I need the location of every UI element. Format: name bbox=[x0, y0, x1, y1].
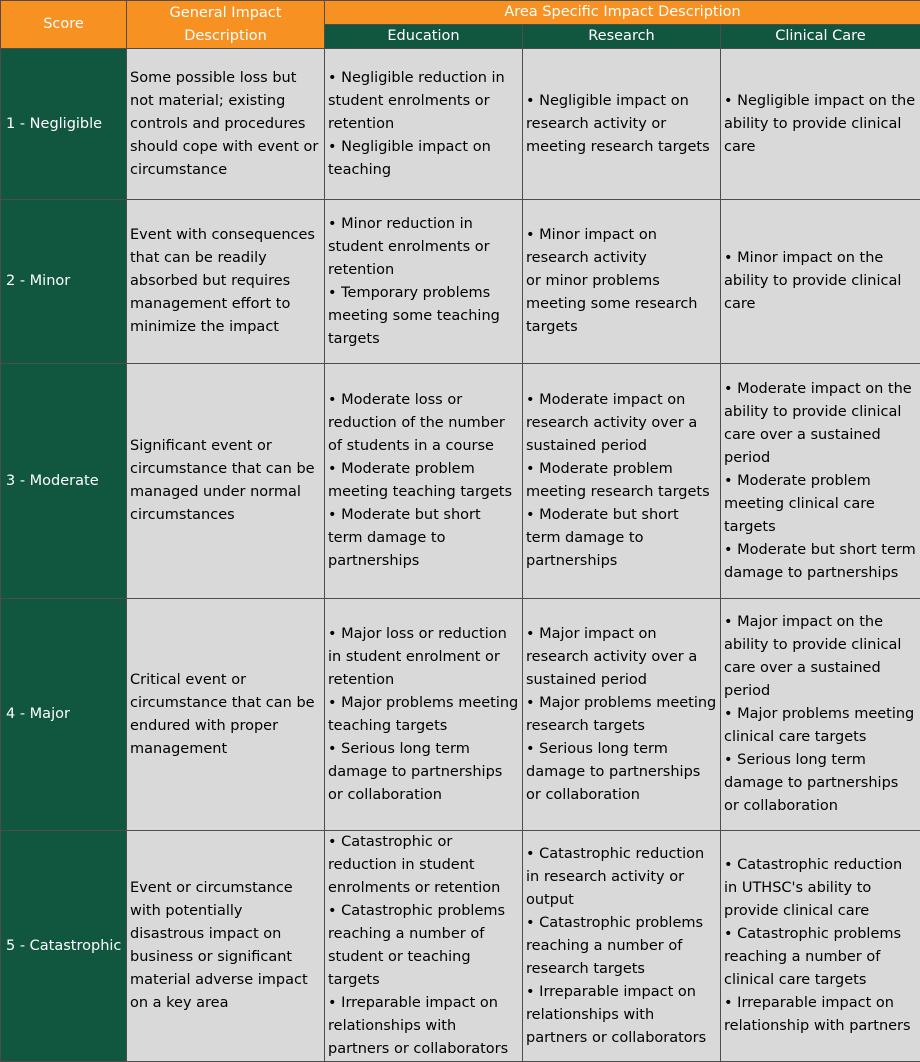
score-label: 3 - Moderate bbox=[1, 364, 127, 599]
header-general-impact: General Impact Description bbox=[127, 1, 325, 49]
matrix-body bbox=[1, 49, 920, 1062]
general-description bbox=[127, 200, 325, 364]
education-bullet: • Catastrophic problems reaching a number of student or teaching targets bbox=[328, 900, 519, 992]
research-bullet: • Moderate problem meeting research targets bbox=[526, 458, 717, 504]
research-bullet: • Catastrophic reduction in research activity or output bbox=[526, 843, 717, 912]
education-bullet: • Moderate loss or reduction of the number of students in a course bbox=[328, 389, 519, 458]
education-bullet: • Moderate but short term damage to partnerships bbox=[328, 504, 519, 573]
education-bullet: • Major loss or reduction in student enrolment or retention bbox=[328, 623, 519, 692]
research-bullet: • Irreparable impact on relationships with partners or collaborators bbox=[526, 981, 717, 1050]
education-bullet: • Major problems meeting teaching targets bbox=[328, 692, 519, 738]
clinical-bullet: • Moderate impact on the ability to provide clinical care over a sustained period bbox=[724, 378, 917, 470]
score-label: 2 - Minor bbox=[1, 200, 127, 364]
research-cell bbox=[523, 200, 721, 364]
clinical-bullet: • Major problems meeting clinical care targets bbox=[724, 703, 917, 749]
research-bullet: • Serious long term damage to partnerships or collaboration bbox=[526, 738, 717, 807]
education-bullet: • Temporary problems meeting some teaching targets bbox=[328, 282, 519, 351]
header-area-specific: Area Specific Impact Description bbox=[325, 1, 920, 25]
general-description bbox=[127, 831, 325, 1062]
table-row bbox=[1, 599, 920, 831]
education-cell bbox=[325, 364, 523, 599]
clinical-bullet: • Negligible impact on the ability to provide clinical care bbox=[724, 90, 917, 159]
education-cell bbox=[325, 200, 523, 364]
header-clinical-care: Clinical Care bbox=[721, 25, 920, 49]
score-label: 1 - Negligible bbox=[1, 49, 127, 200]
research-bullet: • Moderate impact on research activity over a sustained period bbox=[526, 389, 717, 458]
score-label: 4 - Major bbox=[1, 599, 127, 831]
clinical-bullet: • Catastrophic problems reaching a number of clinical care targets bbox=[724, 923, 917, 992]
general-description bbox=[127, 599, 325, 831]
header-research: Research bbox=[523, 25, 721, 49]
research-bullet: • Catastrophic problems reaching a number of research targets bbox=[526, 912, 717, 981]
clinical-bullet: • Major impact on the ability to provide clinical care over a sustained period bbox=[724, 611, 917, 703]
education-cell bbox=[325, 599, 523, 831]
clinical-cell bbox=[721, 364, 920, 599]
research-bullet: • Negligible impact on research activity or meeting research targets bbox=[526, 90, 717, 159]
clinical-bullet: • Moderate problem meeting clinical care targets bbox=[724, 470, 917, 539]
research-bullet: • Major problems meeting research targets bbox=[526, 692, 717, 738]
education-cell bbox=[325, 831, 523, 1062]
research-cell bbox=[523, 364, 721, 599]
general-text: Event or circumstance with potentially disastrous impact on business or significant material adverse impact on a key area bbox=[130, 877, 321, 1015]
header-score: Score bbox=[1, 1, 127, 49]
table-row bbox=[1, 49, 920, 200]
clinical-cell bbox=[721, 49, 920, 200]
research-cell bbox=[523, 599, 721, 831]
clinical-bullet: • Irreparable impact on relationship with partners bbox=[724, 992, 917, 1038]
research-cell bbox=[523, 49, 721, 200]
education-bullet: • Negligible reduction in student enrolments or retention bbox=[328, 67, 519, 136]
score-label: 5 - Catastrophic bbox=[1, 831, 127, 1062]
research-bullet: • Moderate but short term damage to partnerships bbox=[526, 504, 717, 573]
clinical-bullet: • Moderate but short term damage to partnerships bbox=[724, 539, 917, 585]
education-bullet: • Irreparable impact on relationships with partners or collaborators bbox=[328, 992, 519, 1061]
general-text: Significant event or circumstance that can be managed under normal circumstances bbox=[130, 435, 321, 527]
research-cell bbox=[523, 831, 721, 1062]
clinical-cell bbox=[721, 831, 920, 1062]
clinical-bullet: • Serious long term damage to partnerships or collaboration bbox=[724, 749, 917, 818]
research-bullet: • Minor impact on research activity bbox=[526, 224, 717, 270]
table-row bbox=[1, 831, 920, 1062]
table-row bbox=[1, 200, 920, 364]
research-bullet: • Major impact on research activity over a sustained period bbox=[526, 623, 717, 692]
clinical-bullet: • Minor impact on the ability to provide clinical care bbox=[724, 247, 917, 316]
clinical-bullet: • Catastrophic reduction in UTHSC's ability to provide clinical care bbox=[724, 854, 917, 923]
general-text: Some possible loss but not material; existing controls and procedures should cope with event or circumstance bbox=[130, 67, 321, 182]
clinical-cell bbox=[721, 599, 920, 831]
education-bullet: • Minor reduction in student enrolments or retention bbox=[328, 213, 519, 282]
education-bullet: • Moderate problem meeting teaching targets bbox=[328, 458, 519, 504]
general-text: Critical event or circumstance that can be endured with proper management bbox=[130, 669, 321, 761]
general-text: Event with consequences that can be readily absorbed but requires management effort to minimize the impact bbox=[130, 224, 321, 339]
table-row bbox=[1, 364, 920, 599]
education-bullet: • Serious long term damage to partnerships or collaboration bbox=[328, 738, 519, 807]
general-description bbox=[127, 49, 325, 200]
general-description bbox=[127, 364, 325, 599]
header-education: Education bbox=[325, 25, 523, 49]
education-bullet: • Negligible impact on teaching bbox=[328, 136, 519, 182]
research-bullet: or minor problems meeting some research targets bbox=[526, 270, 717, 339]
education-cell bbox=[325, 49, 523, 200]
education-bullet: • Catastrophic or reduction in student enrolments or retention bbox=[328, 831, 519, 900]
clinical-cell bbox=[721, 200, 920, 364]
